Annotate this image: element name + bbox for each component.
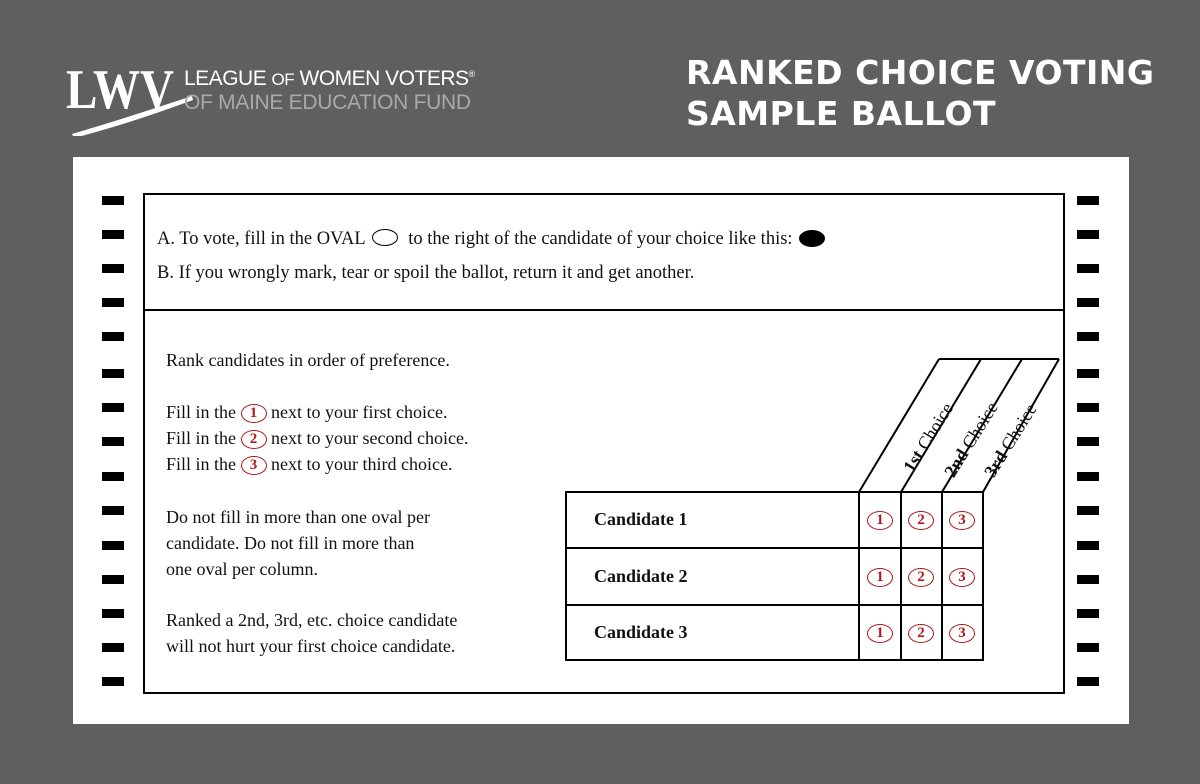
right-timing-mark: [1077, 677, 1099, 686]
right-timing-mark: [1077, 403, 1099, 412]
right-timing-mark: [1077, 506, 1099, 515]
left-timing-mark: [102, 264, 124, 273]
choice-header-2: 2nd Choice: [940, 398, 1002, 481]
title-line1: RANKED CHOICE VOTING: [686, 53, 1155, 92]
note-line: Ranked a 2nd, 3rd, etc. choice candidate: [166, 610, 458, 630]
right-timing-mark: [1077, 541, 1099, 550]
rules-line: candidate. Do not fill in more than: [166, 533, 415, 553]
rules-line: Do not fill in more than one oval per: [166, 507, 430, 527]
left-timing-mark: [102, 403, 124, 412]
candidate-1-rank-1-oval[interactable]: 1: [867, 511, 893, 530]
left-timing-mark: [102, 196, 124, 205]
title-line2: SAMPLE BALLOT: [686, 94, 997, 133]
sample-ballot: [73, 157, 1129, 724]
note-line: will not hurt your first choice candidate.: [166, 636, 456, 656]
candidate-2-rank-2-oval[interactable]: 2: [908, 568, 934, 587]
left-timing-mark: [102, 677, 124, 686]
lwv-logo: [66, 56, 526, 146]
org-name-line1: LEAGUE OF WOMEN VOTERS®: [184, 67, 475, 90]
left-timing-mark: [102, 332, 124, 341]
left-timing-mark: [102, 472, 124, 481]
choice-header-1: 1st Choice: [899, 399, 958, 476]
candidate-2-name: Candidate 2: [594, 566, 688, 586]
right-timing-mark: [1077, 264, 1099, 273]
candidate-3-rank-2-oval[interactable]: 2: [908, 624, 934, 643]
candidate-1-name: Candidate 1: [594, 509, 688, 529]
fill-instruction-3: Fill in the 3 next to your third choice.: [166, 454, 453, 474]
lwv-logo-mark: [66, 56, 196, 136]
org-name-line2: OF MAINE EDUCATION FUND: [184, 91, 471, 114]
right-timing-mark: [1077, 609, 1099, 618]
left-timing-mark: [102, 609, 124, 618]
org-name: [184, 62, 475, 114]
fill-instruction-2: Fill in the 2 next to your second choice.: [166, 428, 469, 448]
candidate-2-rank-1-oval[interactable]: 1: [867, 568, 893, 587]
logo-mark-text: LWV: [66, 59, 174, 121]
candidate-1-rank-3-oval[interactable]: 3: [949, 511, 975, 530]
left-timing-mark: [102, 437, 124, 446]
left-timing-mark: [102, 230, 124, 239]
rank-2-oval-icon: 2: [241, 430, 267, 449]
candidate-3-rank-1-oval[interactable]: 1: [867, 624, 893, 643]
rules-line: one oval per column.: [166, 559, 318, 579]
right-timing-mark: [1077, 575, 1099, 584]
left-timing-mark: [102, 575, 124, 584]
ballot-body: [143, 193, 1065, 694]
right-timing-mark: [1077, 196, 1099, 205]
candidate-1-rank-2-oval[interactable]: 2: [908, 511, 934, 530]
left-timing-mark: [102, 298, 124, 307]
right-timing-mark: [1077, 643, 1099, 652]
rank-1-oval-icon: 1: [241, 404, 267, 423]
instruction-a: A. To vote, fill in the OVAL to the right of the candidate of your choice like this:: [157, 229, 825, 250]
rank-3-oval-icon: 3: [241, 456, 267, 475]
left-timing-mark: [102, 541, 124, 550]
instruction-b: B. If you wrongly mark, tear or spoil the ballot, return it and get another.: [157, 263, 695, 283]
right-timing-mark: [1077, 472, 1099, 481]
right-timing-mark: [1077, 369, 1099, 378]
left-timing-mark: [102, 643, 124, 652]
left-timing-mark: [102, 369, 124, 378]
page-title: [686, 52, 1155, 134]
candidate-3-rank-3-oval[interactable]: 3: [949, 624, 975, 643]
candidate-3-name: Candidate 3: [594, 622, 688, 642]
fill-instruction-1: Fill in the 1 next to your first choice.: [166, 402, 448, 422]
right-timing-mark: [1077, 437, 1099, 446]
right-timing-mark: [1077, 332, 1099, 341]
right-timing-mark: [1077, 230, 1099, 239]
left-timing-mark: [102, 506, 124, 515]
rank-instruction: Rank candidates in order of preference.: [166, 350, 450, 370]
choice-header-3: 3rd Choice: [980, 400, 1041, 481]
candidate-2-rank-3-oval[interactable]: 3: [949, 568, 975, 587]
right-timing-mark: [1077, 298, 1099, 307]
